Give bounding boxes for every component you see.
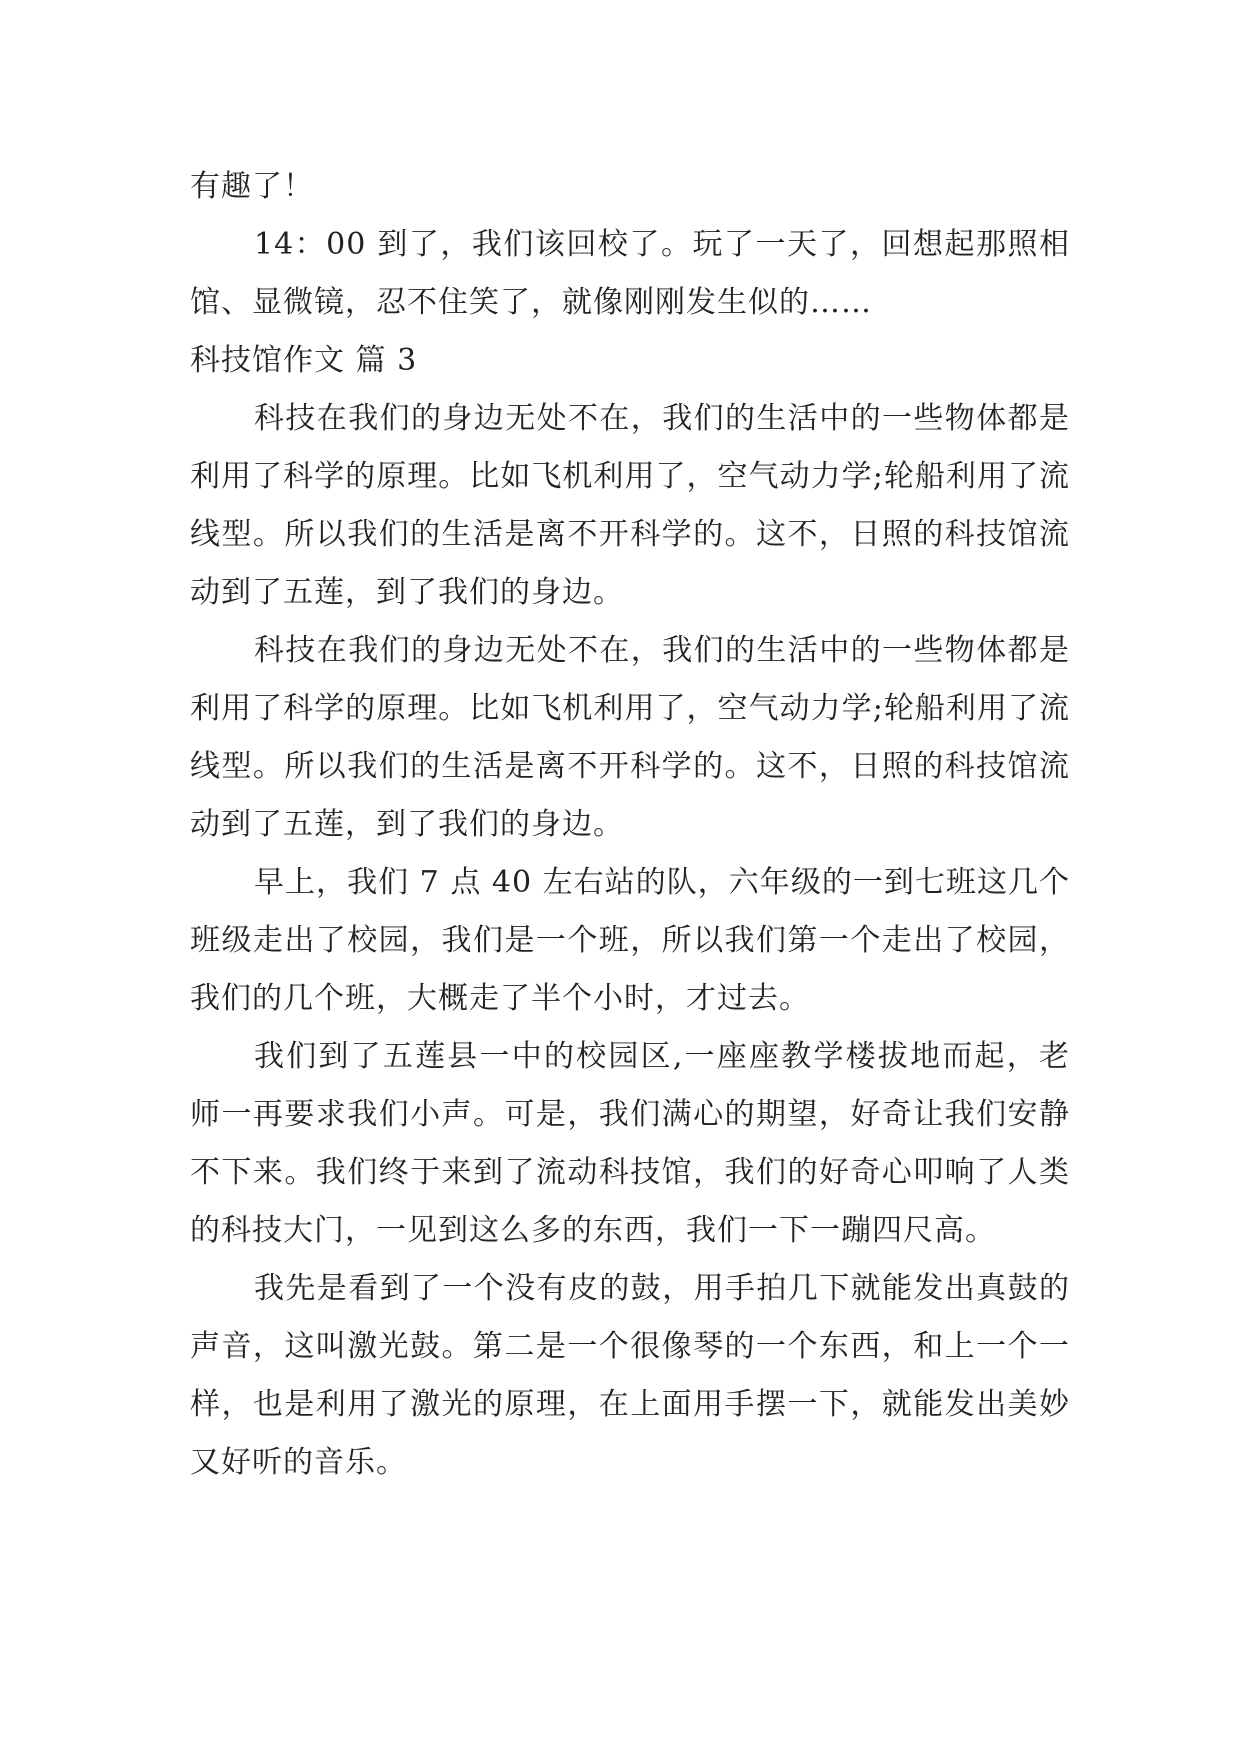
paragraph-return: 14：00 到了，我们该回校了。玩了一天了，回想起那照相馆、显微镜，忍不住笑了，就像刚刚发生似的……: [190, 227, 1070, 320]
paragraph-fragment: 有趣了！: [190, 169, 314, 204]
document-body: [190, 158, 1070, 1492]
paragraph-4: 我们到了五莲县一中的校园区,一座座教学楼拔地而起，老师一再要求我们小声。可是，我们满心的期望，好奇让我们安静不下来。我们终于来到了流动科技馆，我们的好奇心叩响了人类的科技大门，一见到这么多的东西，我们一下一蹦四尺高。: [190, 1039, 1070, 1248]
paragraph-5: 我先是看到了一个没有皮的鼓，用手拍几下就能发出真鼓的声音，这叫激光鼓。第二是一个很像琴的一个东西，和上一个一样，也是利用了激光的原理，在上面用手摆一下，就能发出美妙又好听的音乐。: [190, 1271, 1070, 1480]
section-title: 科技馆作文 篇 3: [190, 343, 418, 378]
paragraph-2: 科技在我们的身边无处不在，我们的生活中的一些物体都是利用了科学的原理。比如飞机利用了，空气动力学;轮船利用了流线型。所以我们的生活是离不开科学的。这不，日照的科技馆流动到了五莲，到了我们的身边。: [190, 633, 1070, 842]
paragraph-3: 早上，我们 7 点 40 左右站的队，六年级的一到七班这几个班级走出了校园，我们是一个班，所以我们第一个走出了校园，我们的几个班，大概走了半个小时，才过去。: [190, 865, 1070, 1016]
paragraph-1: 科技在我们的身边无处不在，我们的生活中的一些物体都是利用了科学的原理。比如飞机利用了，空气动力学;轮船利用了流线型。所以我们的生活是离不开科学的。这不，日照的科技馆流动到了五莲，到了我们的身边。: [190, 401, 1070, 610]
